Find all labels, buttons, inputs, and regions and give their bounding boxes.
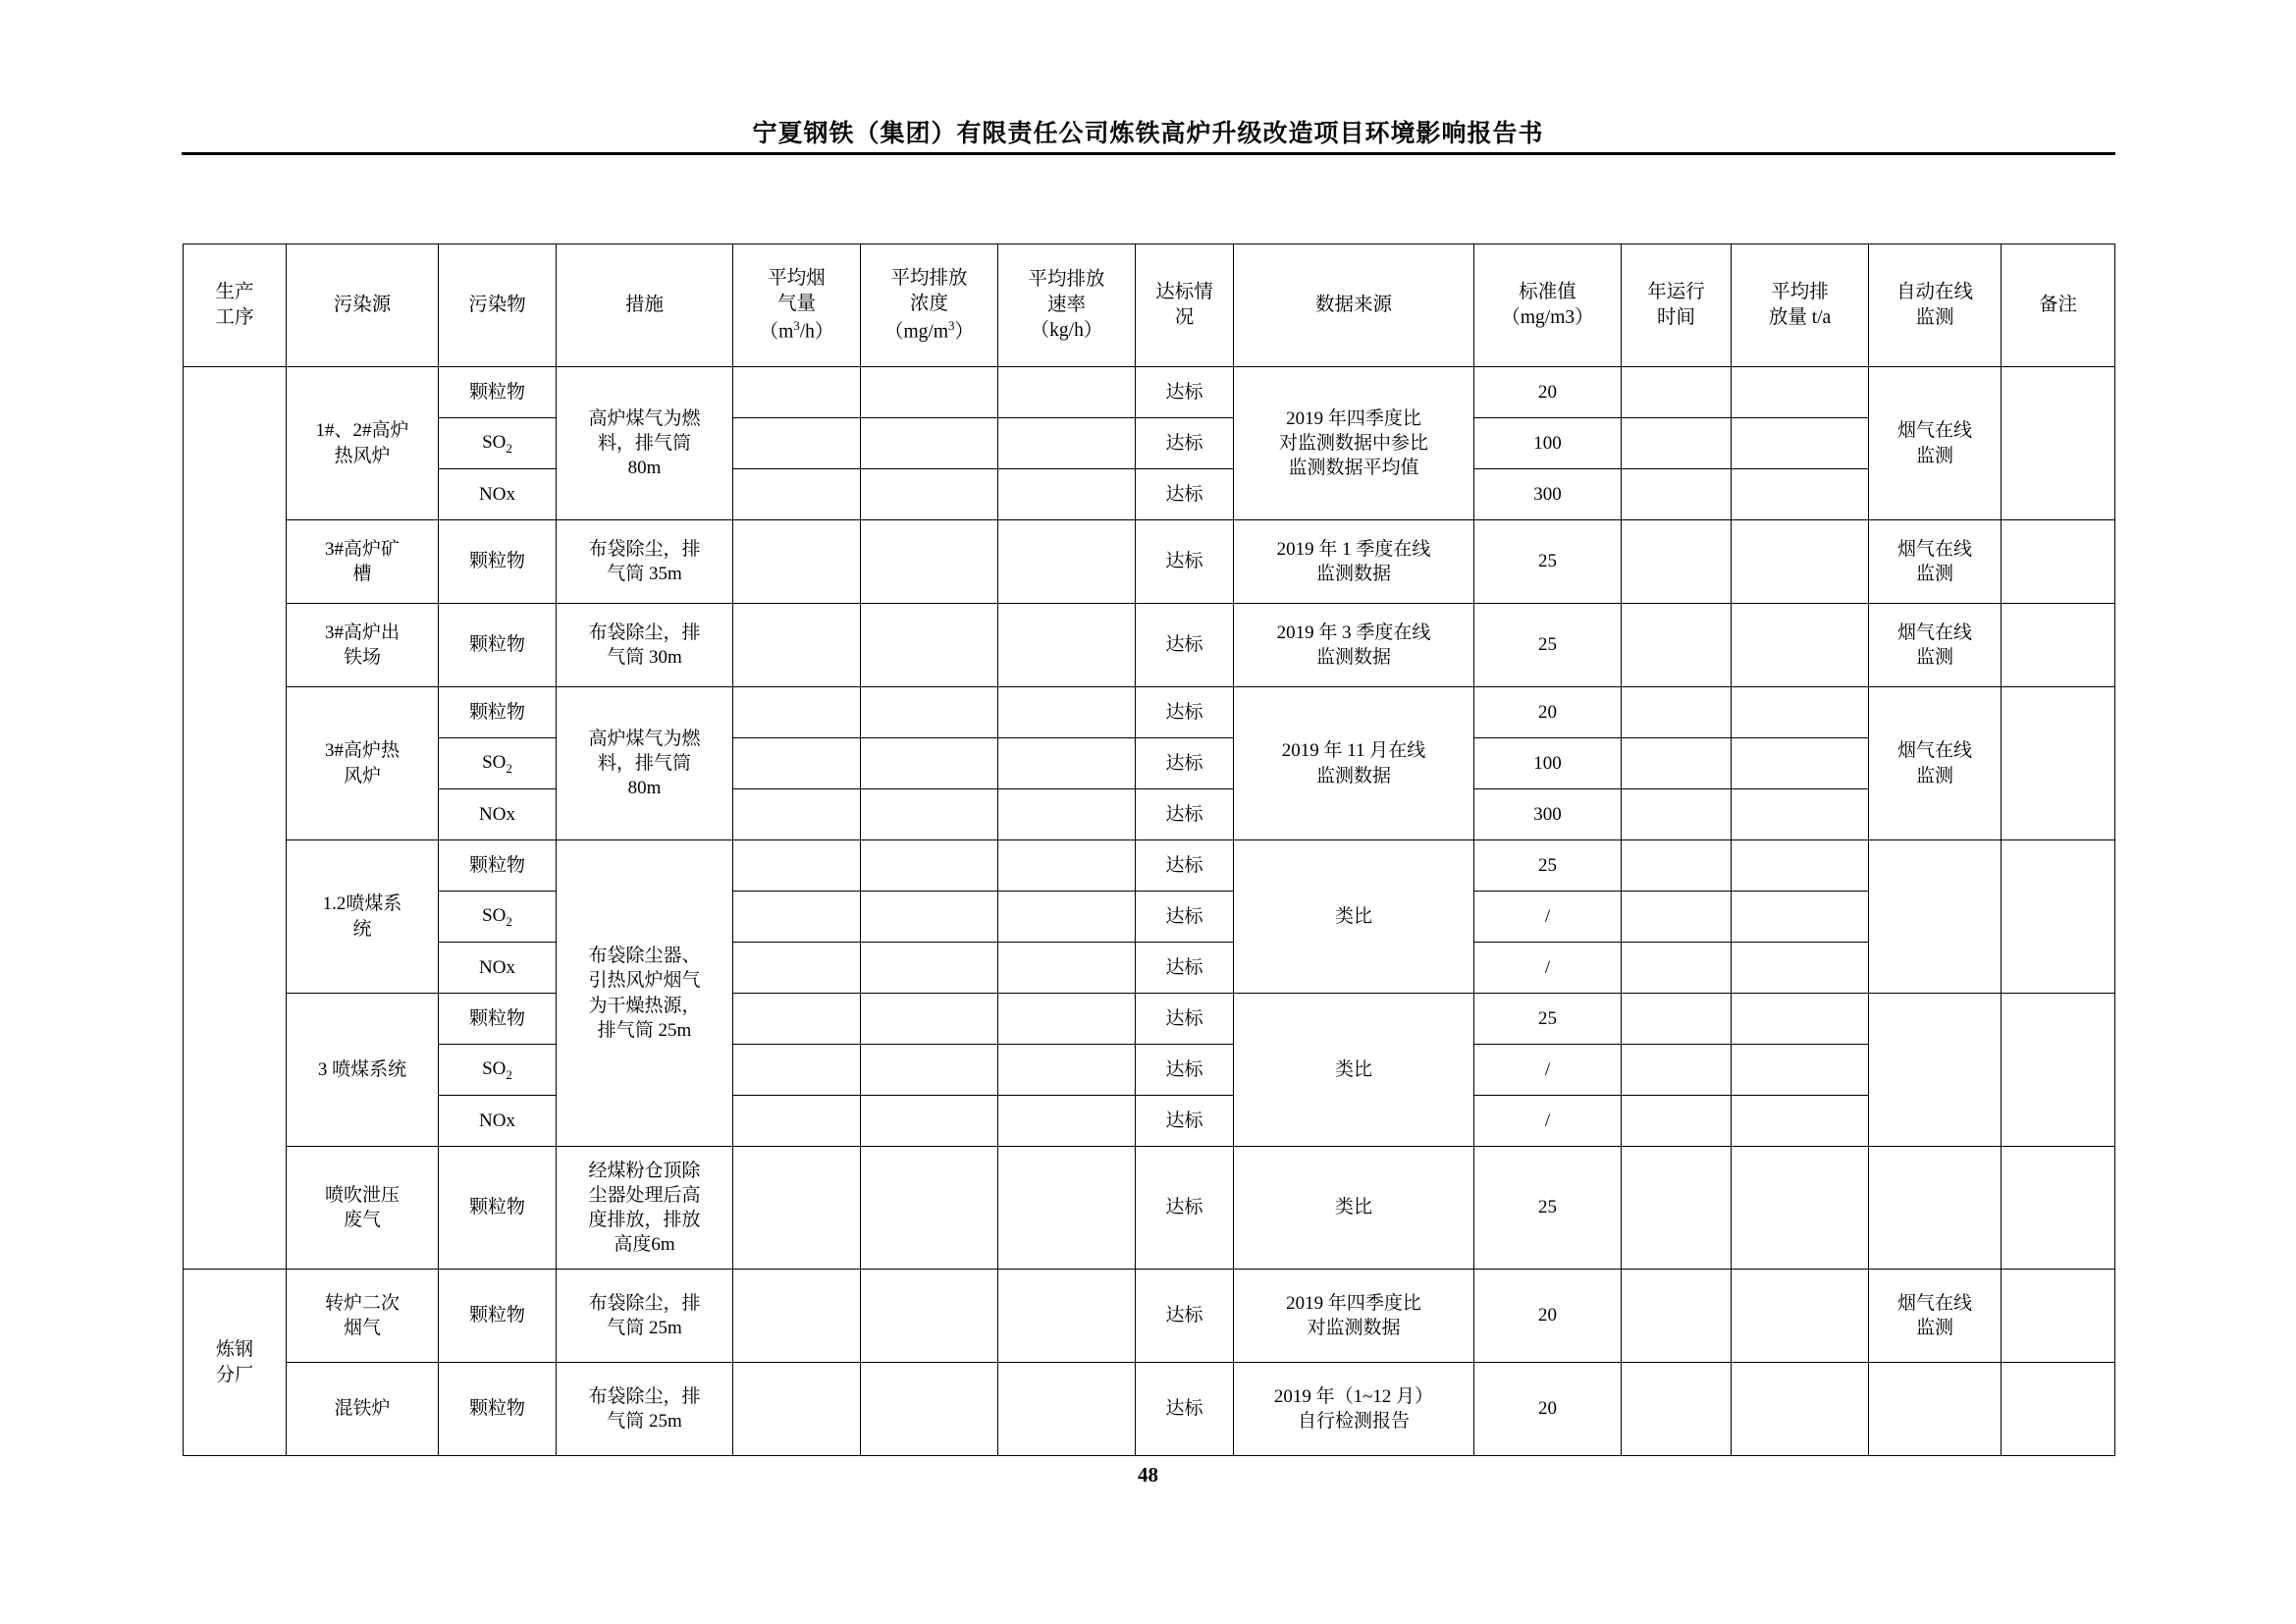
cell-runtime [1622, 789, 1732, 840]
cell-data-source: 2019 年 11 月在线 监测数据 [1234, 687, 1474, 840]
cell-rate [998, 1270, 1136, 1363]
cell-emission [1732, 520, 1869, 604]
cell-online-monitor: 烟气在线 监测 [1869, 1270, 2002, 1363]
cell-emission [1732, 1363, 1869, 1456]
cell-rate [998, 520, 1136, 604]
cell-concentration [861, 687, 998, 738]
cell-measure: 布袋除尘器、 引热风炉烟气 为干燥热源， 排气筒 25m [557, 840, 733, 1147]
cell-concentration [861, 840, 998, 892]
header-flow: 平均烟 气量 $(m^3/h)$ [733, 244, 861, 367]
cell-flow [733, 892, 861, 943]
cell-flow [733, 1363, 861, 1456]
cell-source: 3#高炉矿 槽 [287, 520, 439, 604]
cell-runtime [1622, 1045, 1732, 1096]
cell-runtime [1622, 840, 1732, 892]
header-pollutant: 污染物 [439, 244, 557, 367]
cell-standard: 25 [1474, 994, 1622, 1045]
header-data-source: 数据来源 [1234, 244, 1474, 367]
cell-runtime [1622, 469, 1732, 520]
cell-remark [2002, 994, 2115, 1147]
cell-compliance: 达标 [1136, 469, 1234, 520]
cell-flow [733, 687, 861, 738]
table-row [184, 1096, 2115, 1147]
cell-concentration [861, 1270, 998, 1363]
cell-concentration [861, 604, 998, 687]
cell-runtime [1622, 892, 1732, 943]
cell-compliance: 达标 [1136, 789, 1234, 840]
cell-standard: 20 [1474, 1363, 1622, 1456]
cell-emission [1732, 469, 1869, 520]
cell-compliance: 达标 [1136, 1147, 1234, 1270]
cell-compliance: 达标 [1136, 840, 1234, 892]
cell-rate [998, 418, 1136, 469]
cell-compliance: 达标 [1136, 994, 1234, 1045]
table-row [184, 367, 2115, 418]
cell-rate [998, 604, 1136, 687]
header-compliance: 达标情 况 [1136, 244, 1234, 367]
cell-source: 3#高炉热 风炉 [287, 687, 439, 840]
cell-flow [733, 1147, 861, 1270]
table-row [184, 994, 2115, 1045]
cell-pollutant: $SO_2$ [439, 1045, 557, 1096]
table-row [184, 604, 2115, 687]
cell-measure: 布袋除尘，排 气筒 25m [557, 1270, 733, 1363]
cell-rate [998, 994, 1136, 1045]
emissions-table [183, 244, 2115, 1456]
table-header-row [184, 244, 2115, 367]
table-row [184, 1147, 2115, 1270]
cell-pollutant: 颗粒物 [439, 840, 557, 892]
cell-online-monitor: 烟气在线 监测 [1869, 604, 2002, 687]
table-row [184, 469, 2115, 520]
cell-pollutant: 颗粒物 [439, 1147, 557, 1270]
cell-rate [998, 1363, 1136, 1456]
table-row [184, 943, 2115, 994]
cell-measure: 经煤粉仓顶除 尘器处理后高 度排放，排放 高度6m [557, 1147, 733, 1270]
cell-source: 喷吹泄压 废气 [287, 1147, 439, 1270]
cell-runtime [1622, 738, 1732, 789]
cell-emission [1732, 840, 1869, 892]
cell-pollutant: NOx [439, 1096, 557, 1147]
cell-concentration [861, 367, 998, 418]
cell-flow [733, 1270, 861, 1363]
table-row [184, 418, 2115, 469]
cell-runtime [1622, 418, 1732, 469]
cell-emission [1732, 1270, 1869, 1363]
cell-compliance: 达标 [1136, 418, 1234, 469]
cell-standard: / [1474, 1096, 1622, 1147]
cell-pollutant: $SO_2$ [439, 738, 557, 789]
cell-process-blank [184, 367, 287, 1270]
cell-data-source: 类比 [1234, 994, 1474, 1147]
cell-flow [733, 943, 861, 994]
cell-runtime [1622, 1096, 1732, 1147]
cell-standard: 300 [1474, 789, 1622, 840]
cell-measure: 布袋除尘，排 气筒 35m [557, 520, 733, 604]
cell-compliance: 达标 [1136, 367, 1234, 418]
cell-remark [2002, 367, 2115, 520]
cell-concentration [861, 892, 998, 943]
cell-online-monitor: 烟气在线 监测 [1869, 367, 2002, 520]
cell-pollutant: NOx [439, 469, 557, 520]
cell-emission [1732, 994, 1869, 1045]
cell-flow [733, 604, 861, 687]
table-row [184, 840, 2115, 892]
cell-data-source: 2019 年四季度比 对监测数据中参比 监测数据平均值 [1234, 367, 1474, 520]
cell-pollutant: 颗粒物 [439, 520, 557, 604]
cell-source: 3#高炉出 铁场 [287, 604, 439, 687]
cell-measure: 布袋除尘，排 气筒 30m [557, 604, 733, 687]
table-row [184, 687, 2115, 738]
cell-compliance: 达标 [1136, 1045, 1234, 1096]
header-measure: 措施 [557, 244, 733, 367]
cell-remark [2002, 840, 2115, 994]
cell-remark [2002, 687, 2115, 840]
cell-remark [2002, 1147, 2115, 1270]
cell-concentration [861, 1045, 998, 1096]
cell-rate [998, 367, 1136, 418]
table-row [184, 1270, 2115, 1363]
cell-rate [998, 840, 1136, 892]
cell-measure: 高炉煤气为燃 料，排气筒 80m [557, 687, 733, 840]
cell-flow [733, 469, 861, 520]
cell-source: 1.2喷煤系 统 [287, 840, 439, 994]
cell-runtime [1622, 1363, 1732, 1456]
cell-rate [998, 738, 1136, 789]
cell-emission [1732, 418, 1869, 469]
header-emission: 平均排 放量 t/a [1732, 244, 1869, 367]
header-standard: 标准值 （mg/m3） [1474, 244, 1622, 367]
cell-concentration [861, 1363, 998, 1456]
cell-runtime [1622, 1147, 1732, 1270]
cell-standard: 20 [1474, 1270, 1622, 1363]
cell-pollutant: NOx [439, 789, 557, 840]
cell-remark [2002, 520, 2115, 604]
cell-standard: 25 [1474, 840, 1622, 892]
cell-concentration [861, 418, 998, 469]
cell-flow [733, 367, 861, 418]
cell-standard: / [1474, 892, 1622, 943]
cell-runtime [1622, 994, 1732, 1045]
cell-online-monitor: 烟气在线 监测 [1869, 520, 2002, 604]
cell-pollutant: 颗粒物 [439, 604, 557, 687]
cell-compliance: 达标 [1136, 1270, 1234, 1363]
header-source: 污染源 [287, 244, 439, 367]
cell-compliance: 达标 [1136, 1363, 1234, 1456]
cell-standard: 25 [1474, 520, 1622, 604]
cell-source: 混铁炉 [287, 1363, 439, 1456]
cell-flow [733, 520, 861, 604]
cell-rate [998, 687, 1136, 738]
cell-remark [2002, 604, 2115, 687]
cell-concentration [861, 738, 998, 789]
table-row [184, 1363, 2115, 1456]
header-rate: 平均排放 速率 （kg/h） [998, 244, 1136, 367]
cell-measure: 高炉煤气为燃 料，排气筒 80m [557, 367, 733, 520]
cell-pollutant: 颗粒物 [439, 1270, 557, 1363]
cell-online-monitor [1869, 1147, 2002, 1270]
table-row [184, 789, 2115, 840]
cell-standard: 25 [1474, 1147, 1622, 1270]
cell-compliance: 达标 [1136, 520, 1234, 604]
header-remark: 备注 [2002, 244, 2115, 367]
cell-standard: 100 [1474, 418, 1622, 469]
cell-online-monitor [1869, 840, 2002, 994]
cell-emission [1732, 738, 1869, 789]
cell-source: 3 喷煤系统 [287, 994, 439, 1147]
cell-concentration [861, 789, 998, 840]
cell-emission [1732, 789, 1869, 840]
cell-emission [1732, 892, 1869, 943]
cell-compliance: 达标 [1136, 892, 1234, 943]
cell-rate [998, 943, 1136, 994]
page-header-title: 宁夏钢铁（集团）有限责任公司炼铁高炉升级改造项目环境影响报告书 [752, 121, 1544, 147]
cell-compliance: 达标 [1136, 943, 1234, 994]
cell-flow [733, 840, 861, 892]
cell-emission [1732, 1096, 1869, 1147]
header-process: 生产 工序 [184, 244, 287, 367]
cell-concentration [861, 994, 998, 1045]
cell-data-source: 2019 年 1 季度在线 监测数据 [1234, 520, 1474, 604]
cell-online-monitor [1869, 994, 2002, 1147]
cell-emission [1732, 687, 1869, 738]
header-concentration: 平均排放 浓度 $(mg/m^3)$ [861, 244, 998, 367]
cell-remark [2002, 1363, 2115, 1456]
cell-flow [733, 789, 861, 840]
cell-runtime [1622, 1270, 1732, 1363]
cell-pollutant: 颗粒物 [439, 367, 557, 418]
cell-runtime [1622, 687, 1732, 738]
header-online-monitor: 自动在线 监测 [1869, 244, 2002, 367]
cell-pollutant: 颗粒物 [439, 1363, 557, 1456]
cell-concentration [861, 520, 998, 604]
cell-compliance: 达标 [1136, 687, 1234, 738]
cell-rate [998, 1045, 1136, 1096]
header-runtime: 年运行 时间 [1622, 244, 1732, 367]
cell-emission [1732, 1147, 1869, 1270]
table-row [184, 892, 2115, 943]
cell-standard: 20 [1474, 367, 1622, 418]
cell-compliance: 达标 [1136, 738, 1234, 789]
cell-rate [998, 789, 1136, 840]
cell-emission [1732, 943, 1869, 994]
cell-pollutant: NOx [439, 943, 557, 994]
cell-standard: 20 [1474, 687, 1622, 738]
cell-standard: / [1474, 943, 1622, 994]
cell-flow [733, 1096, 861, 1147]
cell-pollutant: $SO_2$ [439, 418, 557, 469]
cell-rate [998, 1096, 1136, 1147]
cell-flow [733, 1045, 861, 1096]
cell-emission [1732, 604, 1869, 687]
cell-rate [998, 1147, 1136, 1270]
cell-rate [998, 469, 1136, 520]
cell-data-source: 类比 [1234, 840, 1474, 994]
cell-data-source: 2019 年四季度比 对监测数据 [1234, 1270, 1474, 1363]
cell-runtime [1622, 604, 1732, 687]
cell-pollutant: $SO_2$ [439, 892, 557, 943]
cell-standard: 100 [1474, 738, 1622, 789]
cell-process: 炼钢 分厂 [184, 1270, 287, 1456]
cell-concentration [861, 1096, 998, 1147]
cell-online-monitor [1869, 1363, 2002, 1456]
cell-standard: / [1474, 1045, 1622, 1096]
cell-remark [2002, 1270, 2115, 1363]
cell-concentration [861, 943, 998, 994]
cell-flow [733, 738, 861, 789]
cell-flow [733, 418, 861, 469]
cell-flow [733, 994, 861, 1045]
cell-data-source: 类比 [1234, 1147, 1474, 1270]
cell-pollutant: 颗粒物 [439, 687, 557, 738]
emissions-table-container [183, 244, 2114, 1456]
cell-compliance: 达标 [1136, 1096, 1234, 1147]
table-row [184, 520, 2115, 604]
cell-data-source: 2019 年 3 季度在线 监测数据 [1234, 604, 1474, 687]
page-number: 48 [1138, 1463, 1158, 1487]
cell-concentration [861, 1147, 998, 1270]
cell-concentration [861, 469, 998, 520]
cell-source: 转炉二次 烟气 [287, 1270, 439, 1363]
cell-data-source: 2019 年（1~12 月） 自行检测报告 [1234, 1363, 1474, 1456]
cell-online-monitor: 烟气在线 监测 [1869, 687, 2002, 840]
cell-emission [1732, 1045, 1869, 1096]
cell-compliance: 达标 [1136, 604, 1234, 687]
cell-standard: 25 [1474, 604, 1622, 687]
cell-emission [1732, 367, 1869, 418]
header-divider [182, 152, 2115, 155]
cell-pollutant: 颗粒物 [439, 994, 557, 1045]
cell-rate [998, 892, 1136, 943]
table-row [184, 738, 2115, 789]
cell-measure: 布袋除尘，排 气筒 25m [557, 1363, 733, 1456]
cell-source: 1#、2#高炉 热风炉 [287, 367, 439, 520]
cell-standard: 300 [1474, 469, 1622, 520]
cell-runtime [1622, 367, 1732, 418]
cell-runtime [1622, 520, 1732, 604]
cell-runtime [1622, 943, 1732, 994]
table-row [184, 1045, 2115, 1096]
